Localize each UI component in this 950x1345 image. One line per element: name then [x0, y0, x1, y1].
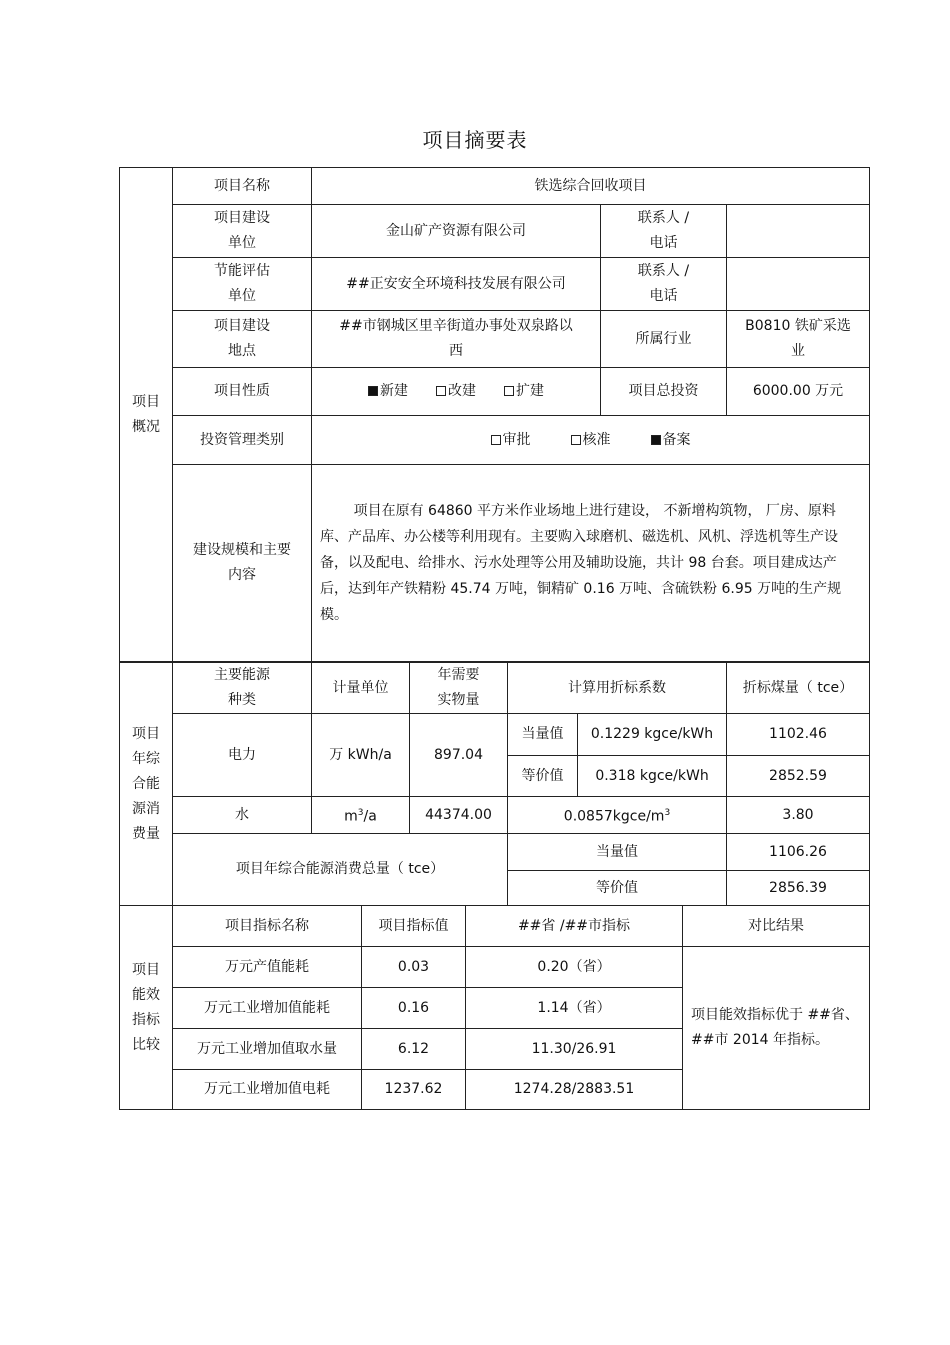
energy-header-unit: 计量单位 [312, 663, 410, 714]
efficiency-header-value: 项目指标值 [362, 906, 466, 947]
checkbox-icon [368, 386, 378, 396]
location-label: 项目建设 地点 [173, 311, 312, 368]
project-name-label: 项目名称 [173, 168, 312, 205]
mgmt-options [312, 416, 870, 465]
location-value: ##市钢城区里辛街道办事处双泉路以 西 [312, 311, 601, 368]
investment-label: 项目总投资 [601, 368, 727, 416]
indicator-value: 1237.62 [362, 1070, 466, 1110]
scale-label: 建设规模和主要 内容 [173, 465, 312, 662]
indicator-provincial: 1274.28/2883.51 [466, 1070, 683, 1110]
total-price-label: 等价值 [508, 871, 727, 906]
electricity-amount: 897.04 [410, 714, 508, 797]
electricity-price-tce: 2852.59 [727, 756, 870, 797]
total-equiv-value: 1106.26 [727, 834, 870, 871]
project-name-value: 铁选综合回收项目 [312, 168, 870, 205]
energy-table [119, 662, 870, 906]
page-title: 项目摘要表 [422, 128, 528, 152]
electricity-unit: 万 kWh/a [312, 714, 410, 797]
contact-label-builder: 联系人 / 电话 [601, 205, 727, 258]
mgmt-option-approval[interactable]: 审批 [491, 428, 531, 453]
table-row [120, 947, 870, 988]
industry-value: B0810 铁矿采选 业 [727, 311, 870, 368]
electricity-equiv-factor: 0.1229 kgce/kWh [578, 714, 727, 756]
indicator-name: 万元工业增加值电耗 [173, 1070, 362, 1110]
indicator-name: 万元产值能耗 [173, 947, 362, 988]
overview-section-label: 项目 概况 [120, 168, 173, 662]
checkbox-icon [651, 435, 661, 445]
indicator-value: 6.12 [362, 1029, 466, 1070]
checkbox-icon [436, 386, 446, 396]
efficiency-header-name: 项目指标名称 [173, 906, 362, 947]
builder-label: 项目建设 单位 [173, 205, 312, 258]
scale-description: 项目在原有 64860 平方米作业场地上进行建设， 不新增构筑物， 厂房、原料库、产品库、办公楼等利用现有。主要购入球磨机、磁选机、风机、浮选机等生产设备，以及配电、给排水、污水处理等公用及辅助设施，共计 98 台套。项目建成达产后，达到年产铁精粉 45.74 万吨，铜精矿 0.16 万吨、含硫铁粉 6.95 万吨的生产规模。 [312, 465, 870, 662]
water-amount: 44374.00 [410, 797, 508, 834]
electricity-equiv-label: 当量值 [508, 714, 578, 756]
energy-header-type: 主要能源 种类 [173, 663, 312, 714]
comparison-result: 项目能效指标优于 ##省、##市 2014 年指标。 [683, 947, 870, 1110]
checkbox-icon [504, 386, 514, 396]
total-equiv-label: 当量值 [508, 834, 727, 871]
water-unit: $m^3/a$ [312, 797, 410, 834]
electricity-equiv-tce: 1102.46 [727, 714, 870, 756]
efficiency-table [119, 905, 870, 1110]
water-name: 水 [173, 797, 312, 834]
mgmt-option-record[interactable]: 备案 [651, 428, 691, 453]
indicator-provincial: 1.14（省） [466, 988, 683, 1029]
assessor-label: 节能评估 单位 [173, 258, 312, 311]
efficiency-header-provincial: ##省 /##市指标 [466, 906, 683, 947]
assessor-value: ##正安安全环境科技发展有限公司 [312, 258, 601, 311]
electricity-price-factor: 0.318 kgce/kWh [578, 756, 727, 797]
indicator-provincial: 0.20（省） [466, 947, 683, 988]
builder-value: 金山矿产资源有限公司 [312, 205, 601, 258]
nature-option-rebuild[interactable]: 改建 [436, 379, 476, 404]
indicator-value: 0.16 [362, 988, 466, 1029]
water-tce: 3.80 [727, 797, 870, 834]
nature-option-expand[interactable]: 扩建 [504, 379, 544, 404]
contact-label-assessor: 联系人 / 电话 [601, 258, 727, 311]
energy-header-tce: 折标煤量（ tce） [727, 663, 870, 714]
energy-header-amount: 年需要 实物量 [410, 663, 508, 714]
efficiency-section-label: 项目 能效 指标 比较 [120, 906, 173, 1110]
total-label: 项目年综合能源消费总量（ tce） [173, 834, 508, 906]
energy-section-label: 项目 年综 合能 源消 费量 [120, 663, 173, 906]
nature-options [312, 368, 601, 416]
indicator-name: 万元工业增加值能耗 [173, 988, 362, 1029]
nature-option-new[interactable]: 新建 [368, 379, 408, 404]
mgmt-option-verify[interactable]: 核准 [571, 428, 611, 453]
indicator-value: 0.03 [362, 947, 466, 988]
efficiency-header-result: 对比结果 [683, 906, 870, 947]
overview-table [119, 167, 870, 662]
electricity-name: 电力 [173, 714, 312, 797]
nature-label: 项目性质 [173, 368, 312, 416]
energy-header-factor: 计算用折标系数 [508, 663, 727, 714]
total-price-value: 2856.39 [727, 871, 870, 906]
mgmt-label: 投资管理类别 [173, 416, 312, 465]
contact-value-assessor [727, 258, 870, 311]
indicator-provincial: 11.30/26.91 [466, 1029, 683, 1070]
industry-label: 所属行业 [601, 311, 727, 368]
checkbox-icon [571, 435, 581, 445]
water-factor: $0.0857kgce/m^3$ [508, 797, 727, 834]
contact-value-builder [727, 205, 870, 258]
electricity-price-label: 等价值 [508, 756, 578, 797]
investment-value: 6000.00 万元 [727, 368, 870, 416]
indicator-name: 万元工业增加值取水量 [173, 1029, 362, 1070]
checkbox-icon [491, 435, 501, 445]
